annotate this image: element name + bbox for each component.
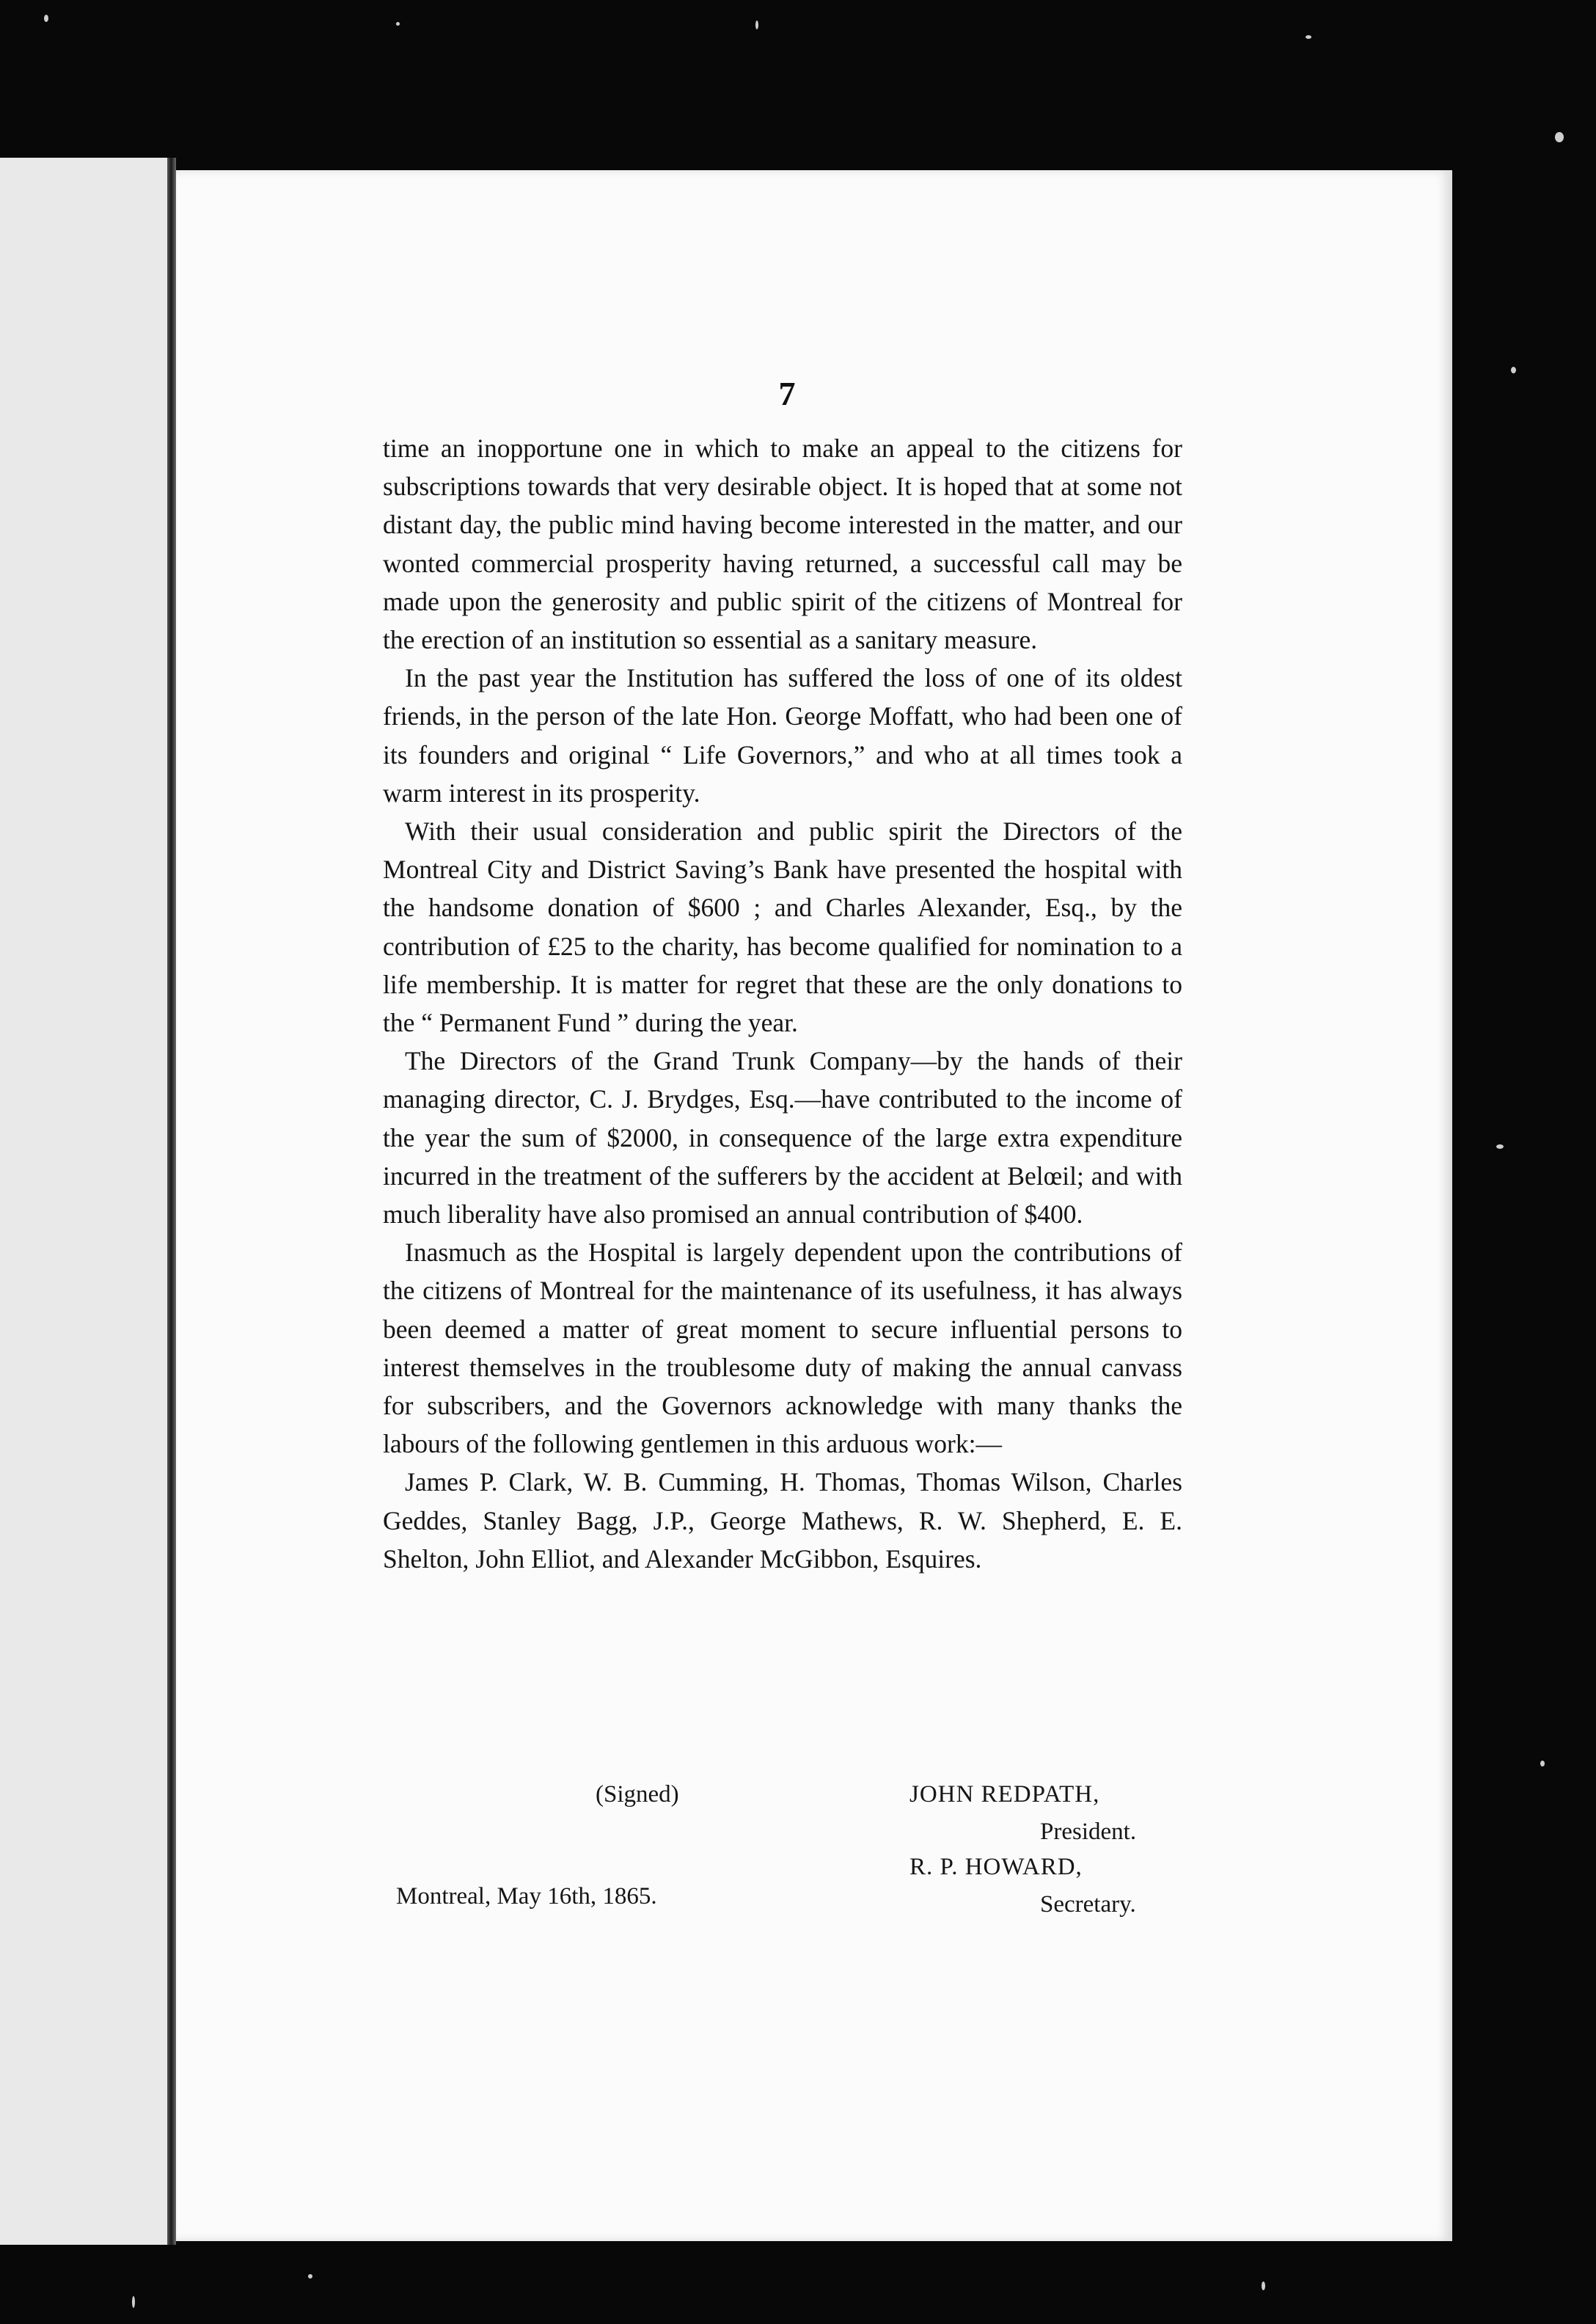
- secretary-title: Secretary.: [1040, 1891, 1136, 1918]
- paragraph: The Directors of the Grand Trunk Company—by the hands of their managing director, C. J. Brydges, Esq.—have contributed to the income of the year the sum of $2000, in consequence of the large extra expenditure incurred in the treatment of the sufferers by the accident at Belœil; and with much liberality have also promised an annual contribution of $400.: [383, 1046, 1182, 1229]
- dateline: Montreal, May 16th, 1865.: [396, 1883, 657, 1910]
- paragraph: With their usual consideration and public spirit the Directors of the Montreal City and District Saving’s Bank have presented the hospital with the handsome donation of $600 ; and Charles Alexander, Esq., by the contribution of £25 to the charity, has become qualified for nomination to a life membership. It is matter for regret that these are the only donations to the “ Permanent Fund ” during the year.: [383, 816, 1182, 1038]
- paragraph: time an inopportune one in which to make an appeal to the citizens for subscriptions towards that very desirable object. It is hoped that at some not distant day, the public mind having become interested in the matter, and our wonted commercial prosperity having returned, a successful call may be made upon the generosity and public spirit of the citizens of Montreal for the erection of an institution so essential as a sanitary measure.: [383, 434, 1182, 655]
- facing-page-edge: [0, 158, 167, 2245]
- page-number: 7: [778, 375, 796, 412]
- president-name: JOHN REDPATH,: [909, 1781, 1100, 1808]
- paragraph: James P. Clark, W. B. Cumming, H. Thomas, Thomas Wilson, Charles Geddes, Stanley Bagg, J.P., George Mathews, R. W. Shepherd, E. E. Shelton, John Elliot, and Alexander McGibbon, Esquires.: [383, 1467, 1182, 1574]
- secretary-name: R. P. HOWARD,: [909, 1854, 1083, 1880]
- body-text: [383, 429, 1182, 1578]
- signed-label: (Signed): [596, 1781, 679, 1808]
- paragraph: Inasmuch as the Hospital is largely dependent upon the contributions of the citizens of Montreal for the maintenance of its usefulness, it has always been deemed a matter of great moment to secure influential persons to interest themselves in the troublesome duty of making the annual canvass for subscribers, and the Governors acknowledge with many thanks the labours of the following gentlemen in this arduous work:—: [383, 1238, 1182, 1459]
- paragraph: In the past year the Institution has suffered the loss of one of its oldest friends, in the person of the late Hon. George Moffatt, who had been one of its founders and original “ Life Governors,” and who at all times took a warm interest in its prosperity.: [383, 663, 1182, 808]
- book-gutter: [167, 158, 176, 2245]
- president-title: President.: [1040, 1819, 1137, 1845]
